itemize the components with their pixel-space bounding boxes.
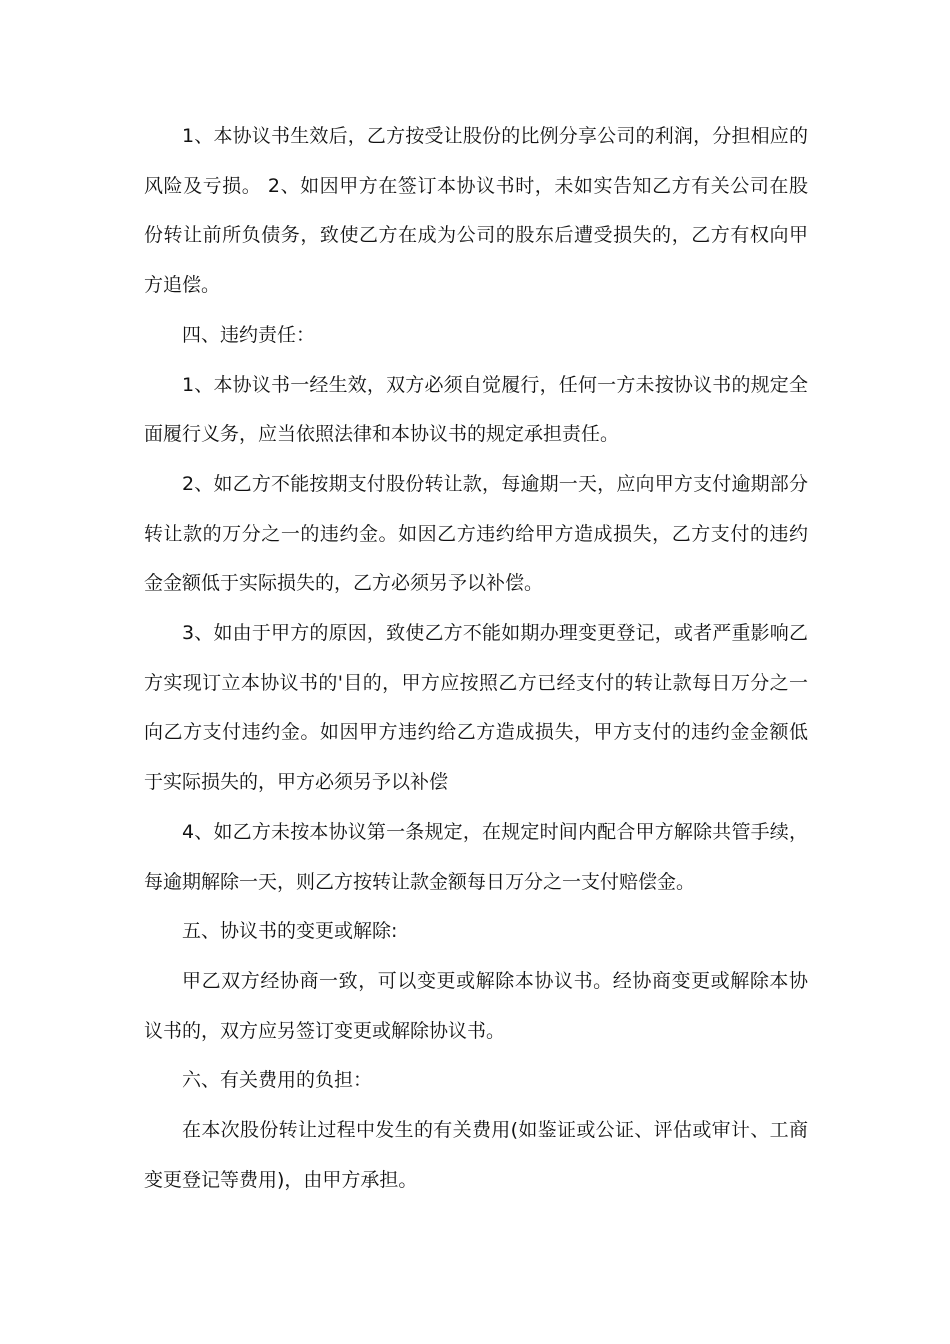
- section-heading-breach-liability: 四、违约责任：: [182, 323, 316, 346]
- paragraph-fees: 在本次股份转让过程中发生的有关费用(如鉴证或公证、评估或审计、工商变更登记等费用)，由甲方承担。: [144, 1119, 808, 1191]
- section-heading-amendment-termination: 五、协议书的变更或解除:: [182, 920, 398, 943]
- paragraph-shareholder-rights: 1、本协议书生效后，乙方按受让股份的比例分享公司的利润，分担相应的风险及亏损。 2、如因甲方在签订本协议书时，未如实告知乙方有关公司在股份转让前所负债务，致使乙方在成为公司的股东后遭受损失的，乙方有权向甲方追偿。: [144, 125, 808, 297]
- paragraph-joint-management-penalty: 4、如乙方未按本协议第一条规定，在规定时间内配合甲方解除共管手续，每逾期解除一天，则乙方按转让款金额每日万分之一支付赔偿金。: [144, 820, 808, 893]
- paragraph-breach-general: 1、本协议书一经生效，双方必须自觉履行，任何一方未按协议书的规定全面履行义务，应当依照法律和本协议书的规定承担责任。: [144, 373, 808, 446]
- paragraph-registration-delay-penalty: 3、如由于甲方的原因，致使乙方不能如期办理变更登记，或者严重影响乙方实现订立本协议书的'目的，甲方应按照乙方已经支付的转让款每日万分之一向乙方支付违约金。如因甲方违约给乙方造成损失，甲方支付的违约金金额低于实际损失的，甲方必须另予以补偿: [144, 622, 808, 794]
- paragraph-late-payment-penalty: 2、如乙方不能按期支付股份转让款，每逾期一天，应向甲方支付逾期部分转让款的万分之一的违约金。如因乙方违约给甲方造成损失，乙方支付的违约金金额低于实际损失的，乙方必须另予以补偿。: [144, 472, 808, 595]
- document-body: [144, 112, 808, 1205]
- section-heading-fees: 六、有关费用的负担：: [182, 1069, 373, 1092]
- paragraph-amendment-termination: 甲乙双方经协商一致，可以变更或解除本协议书。经协商变更或解除本协议书的，双方应另签订变更或解除协议书。: [144, 969, 808, 1042]
